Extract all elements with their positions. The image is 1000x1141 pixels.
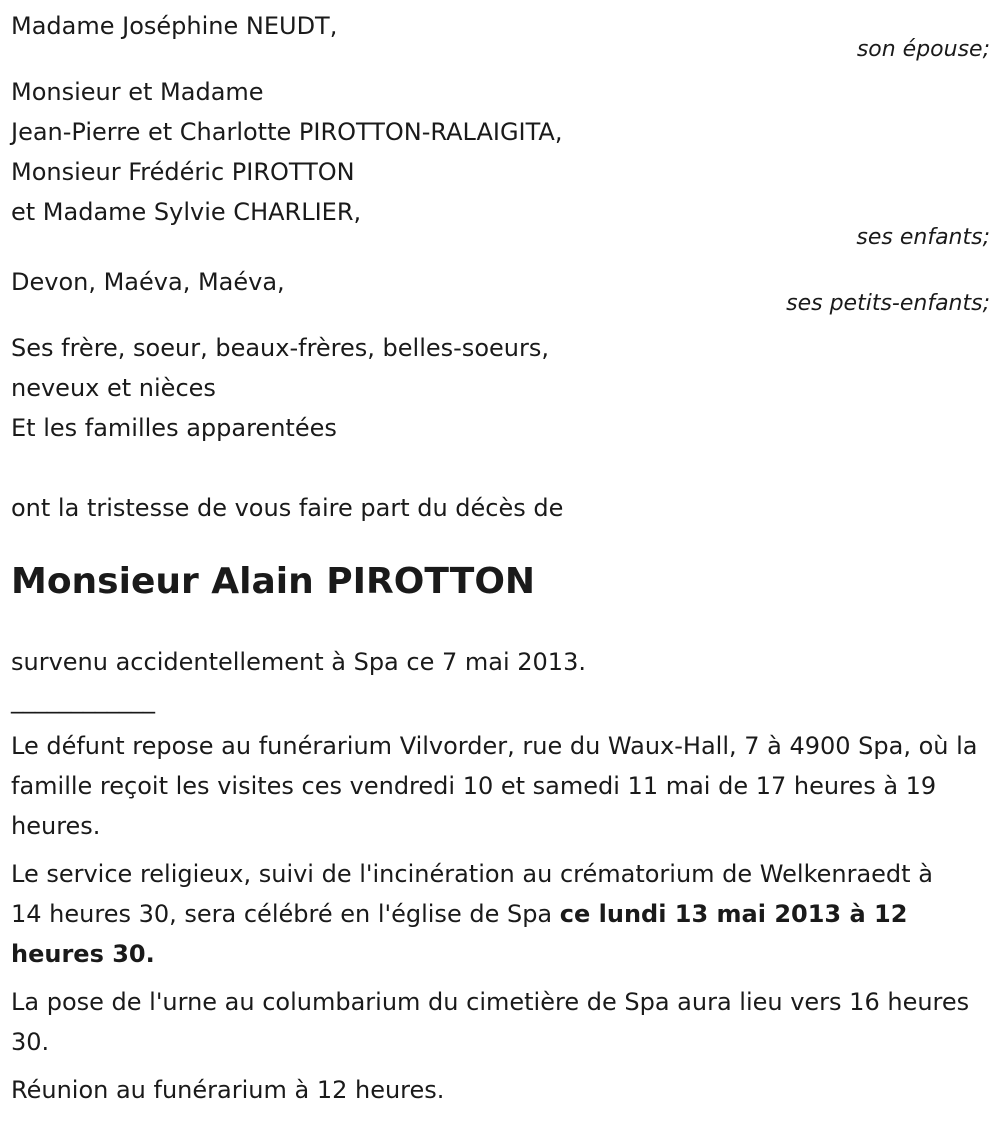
children-line: Monsieur Frédéric PIROTTON	[11, 158, 355, 186]
separator-line: ____________	[11, 686, 155, 714]
repose-paragraph: Le défunt repose au funérarium Vilvorder, rue du Waux-Hall, 7 à 4900 Spa, où la famille reçoit les visites ces vendredi 10 et samedi 11 mai de 17 heures à 19 heures.	[11, 732, 978, 840]
spouse-section	[11, 0, 990, 62]
family-section	[11, 328, 990, 448]
children-line: et Madame Sylvie CHARLIER,	[11, 198, 362, 226]
grandchildren-section	[11, 262, 990, 316]
deceased-name: Monsieur Alain PIROTTON	[11, 561, 536, 602]
children-section	[11, 72, 990, 250]
death-note: survenu accidentellement à Spa ce 7 mai 2013.	[11, 648, 586, 676]
service-text: Le service religieux, suivi de l'incinération au crématorium de Welkenraedt à 14 heures 30, sera célébré en l'église de Spa	[11, 860, 933, 928]
grandchildren-names: Devon, Maéva, Maéva,	[11, 268, 285, 296]
grandchildren-relation: ses petits-enfants;	[786, 291, 990, 316]
reunion-paragraph: Réunion au funérarium à 12 heures.	[11, 1076, 445, 1104]
children-relation: ses enfants;	[856, 225, 990, 250]
intro-text: ont la tristesse de vous faire part du décès de	[11, 494, 564, 522]
spouse-name: Madame Joséphine NEUDT,	[11, 12, 338, 40]
family-line: Ses frère, soeur, beaux-frères, belles-soeurs,	[11, 334, 549, 362]
children-line: Jean-Pierre et Charlotte PIROTTON-RALAIGITA,	[11, 118, 563, 146]
service-date-time: ce lundi 13 mai 2013 à 12 heures 30.	[11, 900, 908, 968]
family-line: neveux et nièces	[11, 374, 216, 402]
family-line: Et les familles apparentées	[11, 414, 337, 442]
urn-paragraph: La pose de l'urne au columbarium du cimetière de Spa aura lieu vers 16 heures 30.	[11, 988, 970, 1056]
spouse-relation: son épouse;	[856, 37, 990, 62]
children-line: Monsieur et Madame	[11, 78, 264, 106]
service-paragraph	[11, 854, 990, 974]
